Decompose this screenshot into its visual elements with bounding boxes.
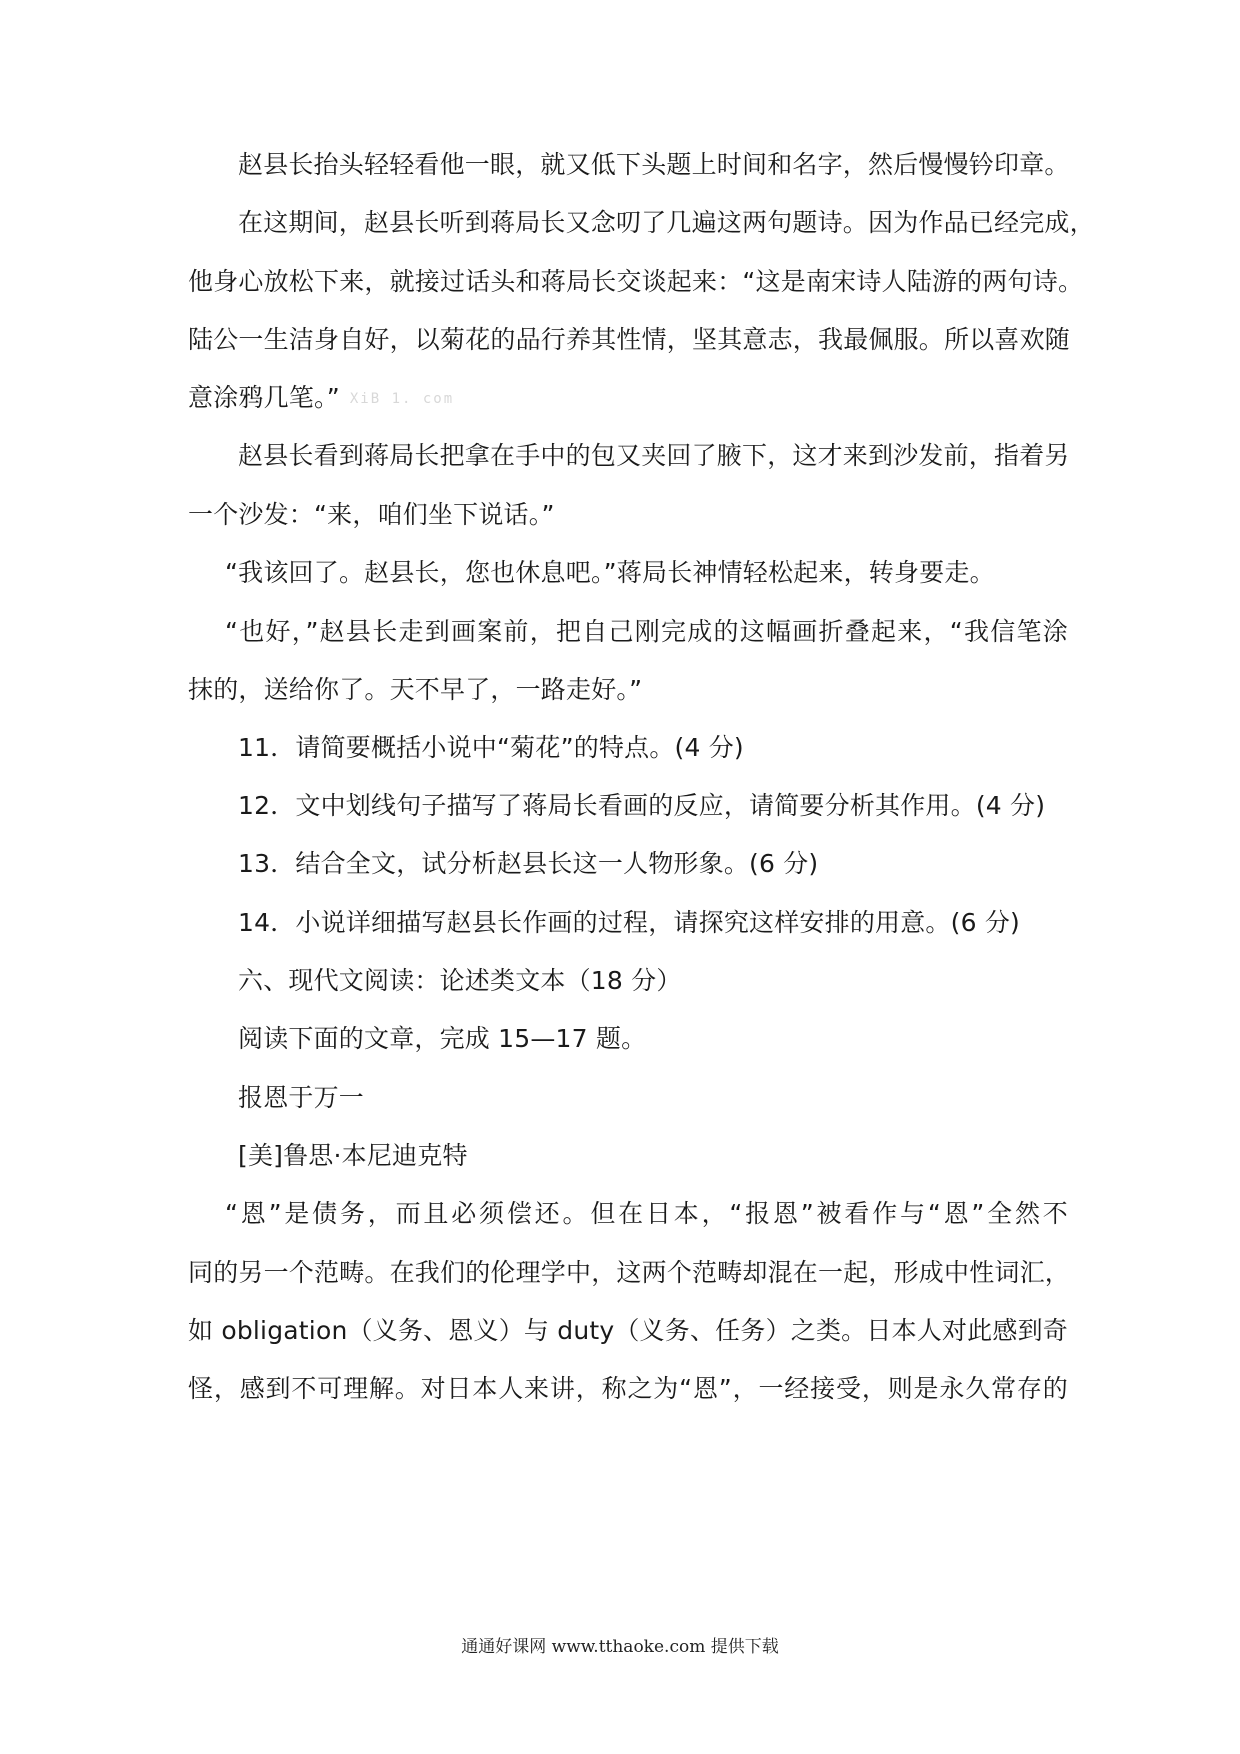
paragraph-line: 抹的，送给你了。天不早了，一路走好。”	[188, 675, 643, 704]
paragraph-line: 意涂鸦几笔。”	[188, 383, 340, 412]
page-footer: 通通好课网 www.tthaoke.com 提供下载	[461, 1637, 779, 1657]
paragraph-line: 一个沙发：“来，咱们坐下说话。”	[188, 500, 555, 529]
paragraph-line: 赵县长看到蒋局长把拿在手中的包又夹回了腋下，这才来到沙发前，指着另	[238, 441, 1070, 470]
paragraph-line: “我该回了。赵县长，您也休息吧。”蒋局长神情轻松起来，转身要走。	[225, 558, 995, 587]
question-item: 11．请简要概括小说中“菊花”的特点。(4 分)	[238, 733, 744, 762]
paragraph-line-with-watermark	[188, 380, 1068, 417]
question-item: 14．小说详细描写赵县长作画的过程，请探究这样安排的用意。(6 分)	[238, 908, 1020, 937]
paragraph-line: 在这期间，赵县长听到蒋局长又念叨了几遍这两句题诗。因为作品已经完成，	[238, 208, 1095, 237]
paragraph-line: “恩”是债务，而且必须偿还。但在日本，“报恩”被看作与“恩”全然不	[225, 1199, 1068, 1228]
paragraph-line: 陆公一生洁身自好，以菊花的品行养其性情，坚其意志，我最佩服。所以喜欢随	[188, 325, 1071, 354]
paragraph-line: 怪，感到不可理解。对日本人来讲，称之为“恩”，一经接受，则是永久常存的	[188, 1374, 1068, 1403]
article-title: 报恩于万一	[238, 1083, 365, 1112]
paragraph-line: 如 obligation（义务、恩义）与 duty（义务、任务）之类。日本人对此感到奇	[188, 1316, 1068, 1345]
question-item: 13．结合全文，试分析赵县长这一人物形象。(6 分)	[238, 849, 819, 878]
section-heading: 六、现代文阅读：论述类文本（18 分）	[238, 966, 682, 995]
instruction-line: 阅读下面的文章，完成 15—17 题。	[238, 1024, 647, 1053]
article-author: [美]鲁思·本尼迪克特	[238, 1141, 468, 1170]
question-item: 12．文中划线句子描写了蒋局长看画的反应，请简要分析其作用。(4 分)	[238, 791, 1046, 820]
watermark-text: XiB 1. com	[349, 391, 455, 407]
paragraph-line: “也好，”赵县长走到画案前，把自己刚完成的这幅画折叠起来，“我信笔涂	[225, 617, 1068, 646]
paragraph-line: 他身心放松下来，就接过话头和蒋局长交谈起来：“这是南宋诗人陆游的两句诗。	[188, 267, 1084, 296]
paragraph-line: 赵县长抬头轻轻看他一眼，就又低下头题上时间和名字，然后慢慢钤印章。	[238, 150, 1070, 179]
paragraph-line: 同的另一个范畴。在我们的伦理学中，这两个范畴却混在一起，形成中性词汇，	[188, 1258, 1071, 1287]
